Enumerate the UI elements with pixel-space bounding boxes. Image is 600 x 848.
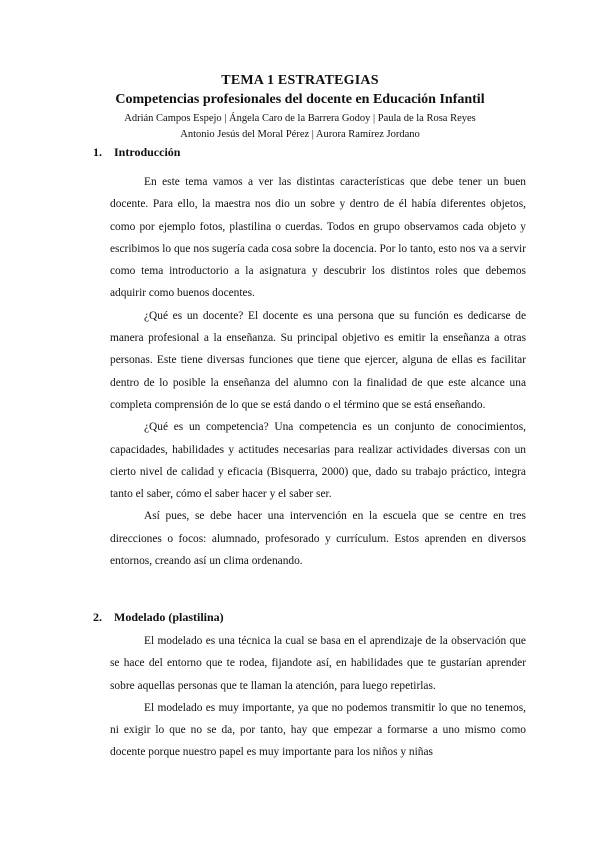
section-body-modelado	[110, 630, 526, 764]
paragraph: ¿Qué es un competencia? Una competencia es un conjunto de conocimientos, capacidades, habilidades y actitudes necesarias para realizar actividades diversas con un cierto nivel de calidad y eficacia (Bisquerra, 2000) que, dado su trabajo práctico, integra tanto el saber, cómo el saber hacer y el saber ser.	[110, 421, 526, 501]
paragraph: El modelado es una técnica la cual se basa en el aprendizaje de la observación que se hace del entorno que te rodea, fijandote así, en habilidades que te gustarían aprender sobre aquellas personas que te llaman la atención, para luego repetirlas.	[110, 635, 526, 692]
paragraph: ¿Qué es un docente? El docente es una persona que su función es dedicarse de manera profesional a la enseñanza. Su principal objetivo es emitir la enseñanza a otras personas. Este tiene diversas funciones que tiene que ejercer, alguna de ellas es facilitar dentro de lo posible la enseñanza del alumno con la finalidad de que este alcance una completa comprensión de lo que se está dando o el término que se está enseñando.	[110, 309, 526, 411]
paragraph: En este tema vamos a ver las distintas características que debe tener un buen docente. Para ello, la maestra nos dio un sobre y dentro de él había diferentes objetos, como por ejemplo fotos, plastilina o cuerdas. Todos en grupo observamos cada objeto y escribimos lo que nos sugería cada cosa sobre la docencia. Por lo tanto, esto nos va a servir como tema introductorio a la asignatura y descubrir los distintos roles que debemos adquirir como buenos docentes.	[110, 176, 526, 300]
authors-line-1: Adrián Campos Espejo | Ángela Caro de la Barrera Godoy | Paula de la Rosa Reyes	[124, 113, 476, 124]
section-number: 2.	[93, 610, 102, 624]
section-heading-modelado	[93, 610, 224, 625]
section-heading-introduccion	[93, 145, 180, 160]
paragraph: El modelado es muy importante, ya que no podemos transmitir lo que no tenemos, ni exigir lo que no se da, por tanto, hay que empezar a formarse a uno mismo como docente porque nuestro papel es muy importante para los niños y niñas	[110, 701, 526, 759]
section-title: Modelado (plastilina)	[114, 610, 224, 624]
authors-line-2: Antonio Jesús del Moral Pérez | Aurora Ramírez Jordano	[180, 129, 420, 140]
section-number: 1.	[93, 145, 102, 159]
section-title: Introducción	[114, 145, 181, 159]
paragraph: Así pues, se debe hacer una intervención en la escuela que se centre en tres direcciones o focos: alumnado, profesorado y currículum. Estos aprenden en diversos entornos, creando así un clima ordenando.	[110, 510, 526, 568]
section-body-introduccion	[110, 171, 526, 572]
document-subtitle: Competencias profesionales del docente en Educación Infantil	[115, 92, 485, 107]
document-title: TEMA 1 ESTRATEGIAS	[221, 73, 379, 88]
